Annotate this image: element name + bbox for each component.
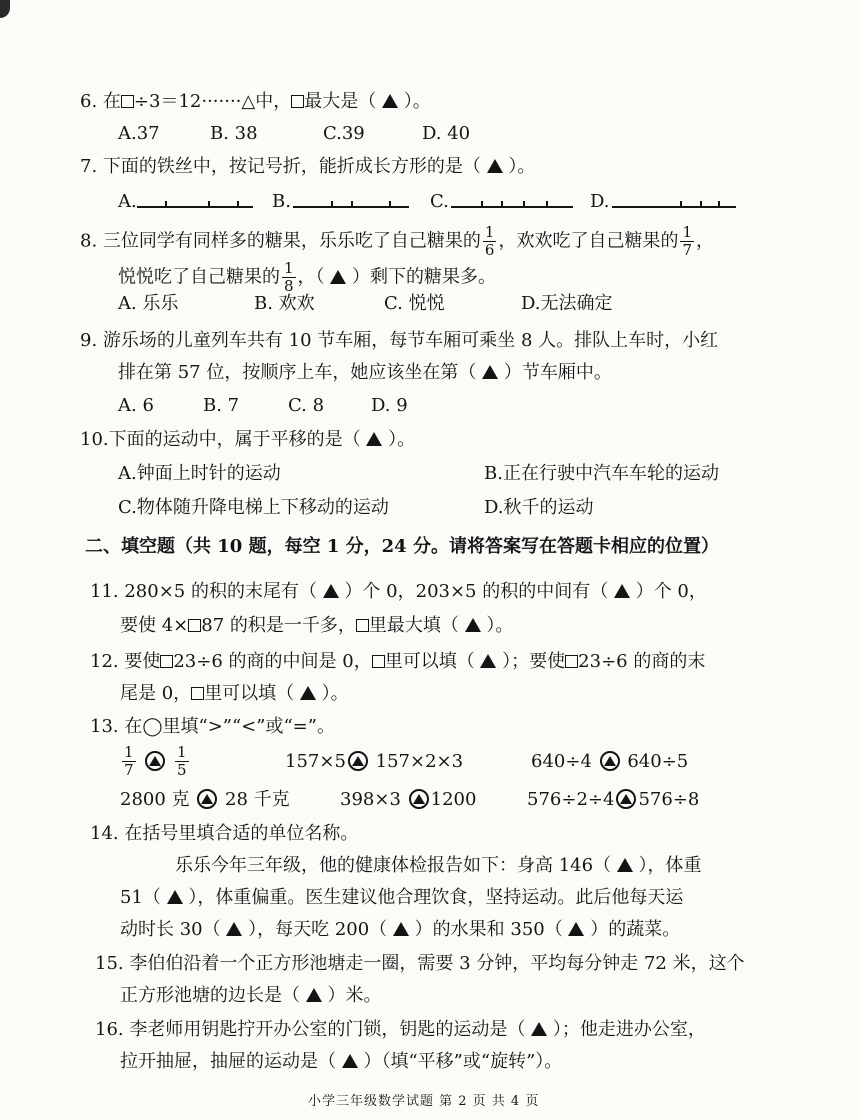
q12-text: 里可以填（ xyxy=(204,683,295,704)
q8-text: ，（ xyxy=(297,266,325,288)
fraction-one-seventh xyxy=(122,744,136,779)
q14-text: ），体重 xyxy=(638,855,702,876)
q10-option-b: B.正在行驶中汽车车轮的运动 xyxy=(484,463,719,484)
answer-triangle xyxy=(393,922,409,936)
blank-box xyxy=(372,655,385,668)
expr: 640÷5 xyxy=(627,751,689,772)
answer-triangle xyxy=(330,270,346,284)
q16-text: ）（填“平移”或“旋转”）。 xyxy=(363,1051,563,1072)
q13-compare-row2-col1 xyxy=(120,788,290,812)
q6-option-d: D. 40 xyxy=(422,123,471,144)
q12-text: ）。 xyxy=(321,683,349,704)
q12-text: 23÷6 的商的末 xyxy=(578,651,706,672)
q13-compare-row1-col2 xyxy=(285,750,463,774)
q7-text: 7. 下面的铁丝中，按记号折，能折成长方形的是（ xyxy=(80,156,481,177)
answer-triangle xyxy=(167,890,183,904)
q12-text: 12. 要使 xyxy=(90,651,161,672)
q10-text: ）。 xyxy=(388,429,416,450)
q13-compare-fractions xyxy=(120,744,191,779)
q10-option-c: C.物体随升降电梯上下移动的运动 xyxy=(118,497,389,518)
q11-text: ）。 xyxy=(486,615,514,636)
question-10 xyxy=(80,428,415,452)
question-6: 6. 在 ÷3＝12·······△中， 最大是（ ）。 xyxy=(80,91,431,112)
blank-box xyxy=(191,687,204,700)
question-9-line1: 9. 游乐场的儿童列车共有 10 节车厢，每节车厢可乘坐 8 人。排队上车时，小红 xyxy=(80,330,719,351)
answer-triangle xyxy=(487,159,503,173)
blank-box xyxy=(160,655,173,668)
fraction-one-seventh xyxy=(680,224,694,259)
q8-text: 8. 三位同学有同样多的糖果，乐乐吃了自己糖果的 xyxy=(80,230,481,252)
q7-option-c: C. xyxy=(430,191,449,212)
expr: 157×2×3 xyxy=(375,751,464,772)
q12-text: 里可以填（ xyxy=(384,651,475,672)
numerator: 1 xyxy=(284,259,294,277)
question-7 xyxy=(80,155,535,179)
q15-text: ）米。 xyxy=(327,985,382,1006)
wire-d xyxy=(612,206,736,208)
q14-text: ），体重偏重。医生建议他合理饮食，坚持运动。此后他每天运 xyxy=(188,887,684,908)
q9-option-d: D. 9 xyxy=(371,395,408,416)
q13-compare-row1-col3 xyxy=(531,750,688,774)
expr: 157×5 xyxy=(285,751,346,772)
q6-text: ÷3＝12······· xyxy=(133,91,242,112)
q7-option-d: D. xyxy=(590,191,610,212)
expr: 2800 克 xyxy=(120,789,190,810)
q10-option-a: A.钟面上时针的运动 xyxy=(118,463,281,484)
compare-circle xyxy=(197,789,217,809)
q14-line1 xyxy=(175,854,702,878)
q14-text: ）的蔬菜。 xyxy=(590,919,681,940)
q6-text: 6. 在 xyxy=(80,91,121,112)
wire-a xyxy=(137,206,253,208)
q11-text: ）个 0， xyxy=(635,581,707,602)
expr: 398×3 xyxy=(340,789,401,810)
question-12-line2 xyxy=(120,682,349,706)
question-11-line2 xyxy=(120,614,513,638)
wire-b xyxy=(293,206,409,208)
blank-box xyxy=(565,655,578,668)
q12-text: 尾是 0， xyxy=(120,683,192,704)
answer-triangle xyxy=(531,1022,547,1036)
q8-option-d: D.无法确定 xyxy=(521,293,613,314)
expr: 1200 xyxy=(430,789,477,810)
numerator: 1 xyxy=(177,743,187,761)
q14-text: ），每天吃 200（ xyxy=(248,919,388,940)
answer-triangle xyxy=(323,584,339,598)
denominator: 5 xyxy=(177,761,187,779)
blank-box xyxy=(188,619,201,632)
scan-edge-mark xyxy=(0,0,10,18)
answer-triangle xyxy=(482,365,498,379)
question-12-line1 xyxy=(90,650,705,674)
q10-option-d: D.秋千的运动 xyxy=(484,497,594,518)
fraction-one-eighth xyxy=(282,260,296,295)
question-8-line1 xyxy=(80,224,714,259)
expr: 576÷2÷4 xyxy=(527,789,615,810)
blank-box xyxy=(291,95,304,108)
question-11-line1 xyxy=(90,580,707,604)
q13-compare-row2-col2 xyxy=(340,788,476,812)
q14-text: ）的水果和 350（ xyxy=(414,919,563,940)
answer-triangle xyxy=(300,686,316,700)
answer-triangle xyxy=(382,94,398,108)
question-15-line2 xyxy=(120,984,381,1008)
question-15-line1: 15. 李伯伯沿着一个正方形池塘走一圈，需要 3 分钟，平均每分钟走 72 米，这个 xyxy=(95,953,745,974)
q6-option-b: B. 38 xyxy=(210,123,258,144)
q11-text: 87 的积是一千多， xyxy=(201,615,356,636)
q9-option-c: C. 8 xyxy=(288,395,325,416)
q7-option-b: B. xyxy=(272,191,291,212)
q8-option-b: B. 欢欢 xyxy=(254,293,315,314)
question-13-title: 13. 在◯里填“>”“<”或“=”。 xyxy=(90,716,335,737)
q15-text: 正方形池塘的边长是（ xyxy=(120,985,300,1006)
compare-circle xyxy=(409,789,429,809)
q14-text: 51（ xyxy=(120,887,161,908)
q11-text: 11. 280×5 的积的末尾有（ xyxy=(90,581,317,602)
answer-triangle xyxy=(226,922,242,936)
q8-text: ，欢欢吃了自己糖果的 xyxy=(498,230,679,252)
answer-triangle xyxy=(480,654,496,668)
answer-triangle xyxy=(617,858,633,872)
q7-option-a: A. xyxy=(118,191,137,212)
denominator: 8 xyxy=(284,277,294,295)
q6-option-c: C.39 xyxy=(323,123,365,144)
numerator: 1 xyxy=(124,743,134,761)
numerator: 1 xyxy=(682,223,692,241)
q14-line3 xyxy=(120,918,680,942)
answer-triangle xyxy=(366,432,382,446)
blank-box xyxy=(356,619,369,632)
q12-text: 23÷6 的商的中间是 0， xyxy=(173,651,372,672)
q16-text: ）；他走进办公室， xyxy=(552,1019,706,1040)
q8-text: 悦悦吃了自己糖果的 xyxy=(118,266,280,288)
q8-option-a: A. 乐乐 xyxy=(118,293,179,314)
q16-text: 拉开抽屉，抽屉的运动是（ xyxy=(120,1051,336,1072)
q8-text: ， xyxy=(696,230,714,252)
denominator: 7 xyxy=(682,241,692,259)
question-16-line1 xyxy=(95,1018,706,1042)
q10-text: 10.下面的运动中，属于平移的是（ xyxy=(80,429,361,450)
expr: 576÷8 xyxy=(638,789,700,810)
q9-text: ）节车厢中。 xyxy=(503,362,612,383)
answer-triangle xyxy=(306,988,322,1002)
q6-text: 最大是（ xyxy=(304,91,377,112)
page-footer: 小学三年级数学试题 第 2 页 共 4 页 xyxy=(308,1094,540,1109)
q11-text: 要使 4× xyxy=(120,615,189,636)
question-14-title: 14. 在括号里填合适的单位名称。 xyxy=(90,823,359,844)
q11-text: ）个 0，203×5 的积的中间有（ xyxy=(344,581,609,602)
compare-circle xyxy=(348,751,368,771)
blank-box xyxy=(121,95,134,108)
q14-text: 乐乐今年三年级，他的健康体检报告如下：身高 146（ xyxy=(175,855,612,876)
q9-option-b: B. 7 xyxy=(203,395,240,416)
q9-text: 排在第 57 位，按顺序上车，她应该坐在第（ xyxy=(118,362,477,383)
q8-text: ）剩下的糖果多。 xyxy=(352,266,497,288)
q14-line2 xyxy=(120,886,683,910)
answer-triangle xyxy=(568,922,584,936)
denominator: 7 xyxy=(124,761,134,779)
q6-text: ）。 xyxy=(403,91,431,112)
compare-circle xyxy=(616,789,636,809)
question-16-line2 xyxy=(120,1050,562,1074)
q6-option-a: A.37 xyxy=(118,123,160,144)
q7-text: ）。 xyxy=(508,156,536,177)
answer-triangle xyxy=(614,584,630,598)
q12-text: ）；要使 xyxy=(502,651,566,672)
wire-c xyxy=(451,206,573,208)
numerator: 1 xyxy=(484,223,495,241)
q16-text: 16. 李老师用钥匙拧开办公室的门锁，钥匙的运动是（ xyxy=(95,1019,526,1040)
q8-option-c: C. 悦悦 xyxy=(384,293,445,314)
question-8-line2 xyxy=(118,260,496,295)
expr: 640÷4 xyxy=(531,751,592,772)
fraction-one-fifth xyxy=(175,744,189,779)
compare-circle xyxy=(600,751,620,771)
q14-text: 动时长 30（ xyxy=(120,919,221,940)
q9-option-a: A. 6 xyxy=(118,395,154,416)
question-9-line2 xyxy=(118,361,612,385)
q6-text: 中， xyxy=(255,91,292,112)
denominator: 6 xyxy=(484,241,495,259)
section-2-heading: 二、填空题（共 10 题，每空 1 分，24 分。请将答案写在答题卡相应的位置） xyxy=(85,536,719,557)
compare-circle xyxy=(145,751,165,771)
q13-compare-row2-col3 xyxy=(527,788,699,812)
answer-triangle xyxy=(342,1054,358,1068)
q11-text: 里最大填（ xyxy=(368,615,459,636)
fraction-one-sixth xyxy=(483,224,497,259)
expr: 28 千克 xyxy=(225,789,290,810)
answer-triangle xyxy=(465,618,481,632)
